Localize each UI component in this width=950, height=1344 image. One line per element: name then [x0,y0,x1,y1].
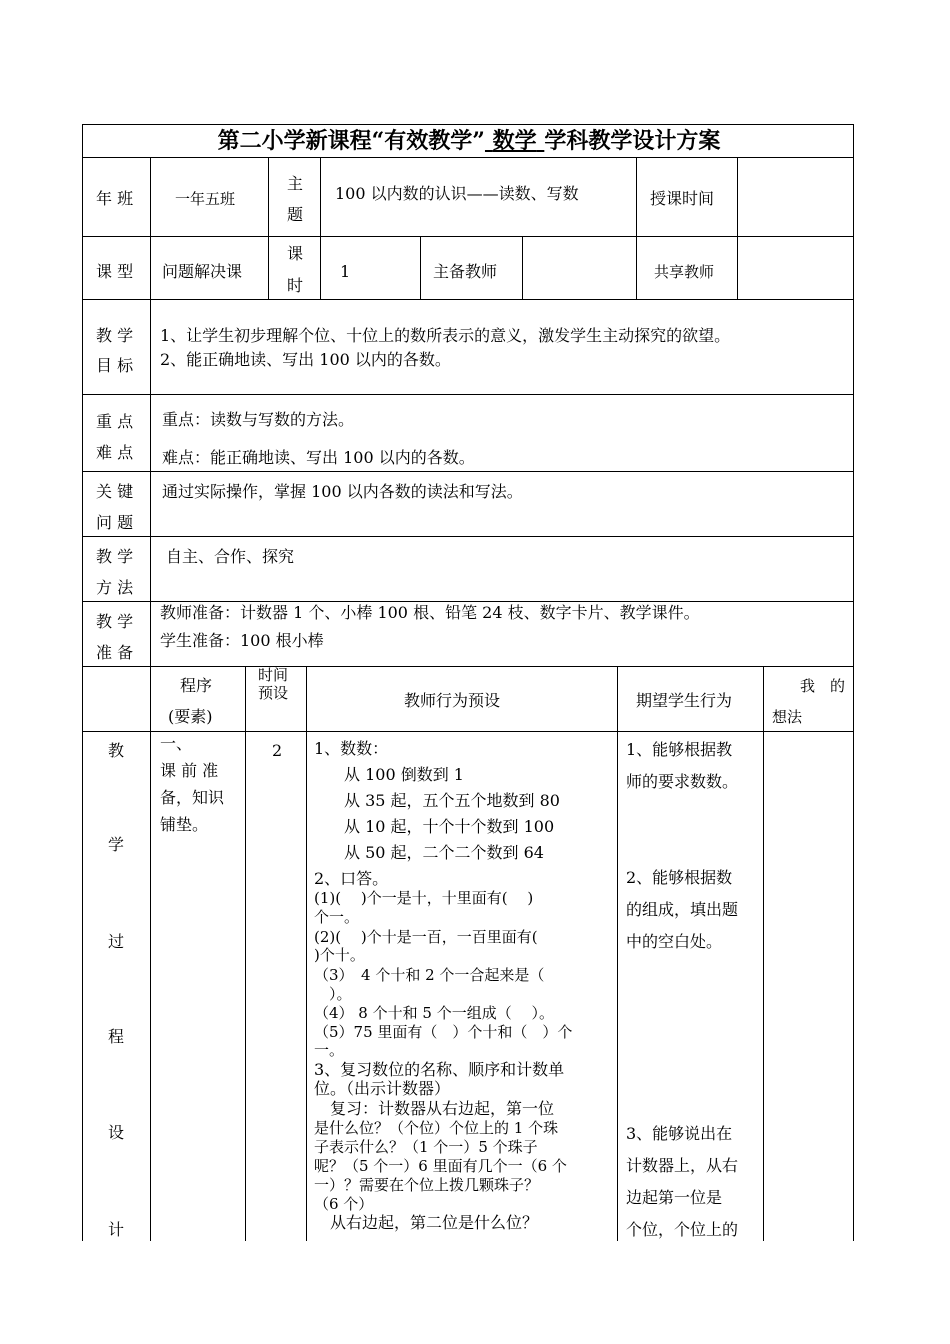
teacher-line: （5）75 里面有（ ）个十和（ ）个 [314,1023,573,1041]
teacher-line: 从 50 起，二个二个数到 64 [344,843,544,862]
row-divider [82,299,854,300]
step1-program-line: 课 前 准 [160,761,219,780]
time-label: 授课时间 [650,189,715,208]
side-label-char: 教 [108,741,125,760]
header-thoughts-2: 想法 [772,708,803,726]
teacher-line: 一）？需要在个位上拨几颗珠子？ [314,1176,540,1194]
class-value: 一年五班 [175,190,236,208]
row-divider [82,236,854,237]
student-line: 中的空白处。 [626,932,723,951]
method-text: 自主、合作、探究 [166,547,295,566]
teacher-line: 子表示什么？（1 个一）5 个珠子 [314,1138,538,1156]
method-label-2: 方 法 [96,578,134,597]
shared-teacher-label: 共享教师 [654,263,715,281]
keypoints-label-2: 难 点 [96,443,134,462]
keyquestion-label-1: 关 键 [96,482,134,501]
row-divider [82,666,854,667]
col-divider [522,236,523,299]
side-label-char: 计 [108,1220,125,1239]
prep-line-1: 教师准备：计数器 1 个、小棒 100 根、铅笔 24 枝、数字卡片、教学课件。 [160,603,700,622]
header-thoughts-1: 我 的 [800,677,846,695]
teacher-line: （6 个） [314,1195,374,1213]
step1-program-line: 铺垫。 [160,815,209,834]
keypoints-label-1: 重 点 [96,412,134,431]
prep-label-1: 教 学 [96,612,134,631]
teacher-line: 呢？（5 个一）6 里面有几个一（6 个 [314,1157,567,1175]
col-divider [306,666,307,1241]
hours-label-1: 课 [287,244,304,263]
col-divider [268,157,269,299]
header-program-2: (要素) [168,707,213,726]
row-divider [82,471,854,472]
teacher-line: 从 35 起，五个五个地数到 80 [344,791,560,810]
teacher-line: ）。 [314,985,352,1003]
teacher-line: 位。（出示计数器） [314,1079,451,1098]
keypoints-line-2: 难点：能正确地读、写出 100 以内的各数。 [162,448,475,467]
student-line: 的组成，填出题 [626,900,739,919]
hours-value: 1 [340,262,351,281]
title-prefix: 第二小学新课程“有效教学” [217,128,485,154]
goals-line-2: 2、能正确地读、写出 100 以内的各数。 [160,350,451,369]
side-label-char: 设 [108,1123,125,1142]
step1-program-line: 一、 [160,734,193,753]
hours-label-2: 时 [287,276,304,295]
teacher-line: 从 100 倒数到 1 [344,765,464,784]
goals-line-1: 1、让学生初步理解个位、十位上的数所表示的意义，激发学生主动探究的欲望。 [160,326,731,345]
topic-label-2: 题 [287,205,304,224]
teacher-line: (2)( )个十是一百，一百里面有( [314,928,538,946]
col-divider [420,236,421,299]
keypoints-line-1: 重点：读数与写数的方法。 [162,410,355,429]
teacher-line: 复习：计数器从右边起，第一位 [314,1099,555,1118]
teacher-line: 个一。 [314,908,360,926]
header-student: 期望学生行为 [636,691,733,710]
student-line: 3、能够说出在 [626,1124,733,1143]
col-divider [320,157,321,299]
row-divider [82,601,854,602]
student-line: 个位，个位上的 [626,1220,739,1239]
teacher-line: (1)( )个一是十，十里面有( ) [314,889,534,907]
goals-label-2: 目 标 [96,356,134,375]
prep-label-2: 准 备 [96,643,134,662]
teacher-line: （3） 4 个十和 2 个一合起来是（ [314,966,545,984]
student-line: 1、能够根据教 [626,740,733,759]
row-divider [82,394,854,395]
lesson-type-label: 课 型 [96,262,134,281]
header-teacher: 教师行为预设 [404,691,501,710]
student-line: 师的要求数数。 [626,772,739,791]
col-divider [245,666,246,1241]
title-suffix: 学科教学设计方案 [544,128,721,154]
goals-label-1: 教 学 [96,326,134,345]
row-divider [82,731,854,732]
teacher-line: 从右边起，第二位是什么位？ [314,1213,539,1232]
teacher-line: 是什么位？（个位）个位上的 1 个珠 [314,1119,559,1137]
side-label-char: 过 [108,932,125,951]
teacher-line: 1、数数： [314,739,389,758]
side-label-char: 程 [108,1027,125,1046]
teacher-line: 3、复习数位的名称、顺序和计数单 [314,1060,565,1079]
header-time-1: 时间 [258,666,289,684]
teacher-line: （4） 8 个十和 5 个一组成（ ）。 [314,1004,554,1022]
teacher-line: )个十。 [314,946,365,964]
keyquestion-text: 通过实际操作，掌握 100 以内各数的读法和写法。 [162,482,523,501]
keyquestion-label-2: 问 题 [96,513,134,532]
row-divider [82,536,854,537]
step1-program-line: 备，知识 [160,788,225,807]
col-divider [150,666,151,1241]
student-line: 边起第一位是 [626,1188,723,1207]
col-divider [150,157,151,299]
col-divider [763,666,764,1241]
col-divider [150,299,151,666]
side-label-char: 学 [108,835,125,854]
step1-time: 2 [272,741,283,760]
header-time-2: 预设 [258,684,289,702]
prep-line-2: 学生准备：100 根小棒 [160,631,324,650]
topic-label-1: 主 [287,174,304,193]
col-divider [737,157,738,299]
col-divider [617,666,618,1241]
col-divider [636,157,637,299]
topic-value: 100 以内数的认识——读数、写数 [335,184,579,203]
teacher-line: 2、口答。 [314,869,389,888]
class-label: 年 班 [96,189,134,208]
method-label-1: 教 学 [96,547,134,566]
header-program-1: 程序 [180,676,213,695]
teacher-line: 从 10 起，十个十个数到 100 [344,817,555,836]
lesson-type-value: 问题解决课 [162,262,243,281]
student-line: 计数器上，从右 [626,1156,739,1175]
teacher-line: 一。 [314,1041,345,1059]
main-teacher-label: 主备教师 [433,262,498,281]
title-subject: 数学 [492,128,537,154]
row-divider [82,157,854,158]
student-line: 2、能够根据数 [626,868,733,887]
